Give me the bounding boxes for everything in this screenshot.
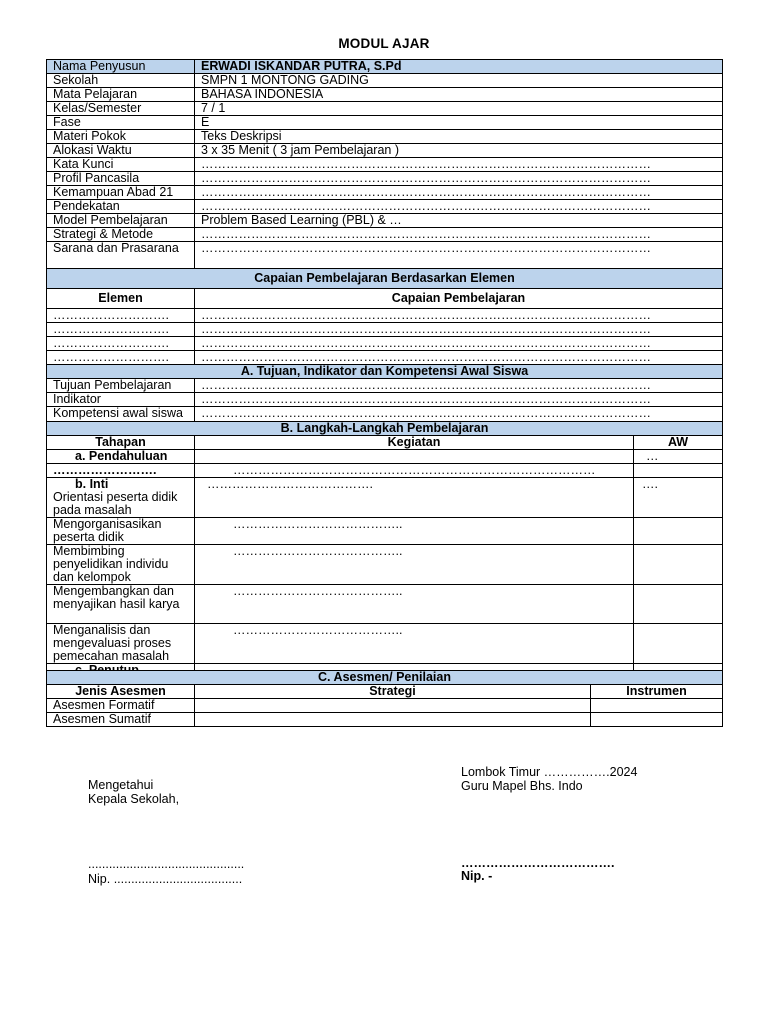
identity-label: Kemampuan Abad 21 bbox=[47, 186, 195, 200]
step-label: Menganalisis dan mengevaluasi proses pemecahan masalah bbox=[47, 624, 195, 664]
identity-value: ……………………………………………………………………………………………… bbox=[195, 242, 723, 269]
identity-row bbox=[47, 200, 723, 214]
stage-pendahuluan: a. Pendahuluan bbox=[47, 450, 195, 464]
aw-cell: …. bbox=[634, 478, 723, 518]
identity-value: SMPN 1 MONTONG GADING bbox=[195, 74, 723, 88]
sign-right-place-date: Lombok Timur …………….2024 bbox=[461, 765, 638, 779]
identity-value: Teks Deskripsi bbox=[195, 130, 723, 144]
identity-row bbox=[47, 214, 723, 228]
kegiatan-cell bbox=[195, 450, 634, 464]
assessment-strategy bbox=[195, 699, 591, 713]
identity-value: ……………………………………………………………………………………………… bbox=[195, 186, 723, 200]
cp-col-capaian: Capaian Pembelajaran bbox=[195, 289, 723, 309]
identity-label: Nama Penyusun bbox=[47, 60, 195, 74]
identity-table bbox=[46, 59, 723, 434]
identity-value: ERWADI ISKANDAR PUTRA, S.Pd bbox=[195, 60, 723, 74]
identity-label: Profil Pancasila bbox=[47, 172, 195, 186]
identity-row bbox=[47, 158, 723, 172]
sign-left-name: ............................................. bbox=[88, 857, 245, 871]
assessment-type: Asesmen Formatif bbox=[47, 699, 195, 713]
section-c-heading: C. Asesmen/ Penilaian bbox=[47, 671, 723, 685]
identity-label: Mata Pelajaran bbox=[47, 88, 195, 102]
identity-value: ……………………………………………………………………………………………… bbox=[195, 200, 723, 214]
cp-elemen: ………………………. bbox=[47, 351, 195, 365]
identity-row bbox=[47, 172, 723, 186]
sign-left-nip: Nip. ..................................... bbox=[88, 872, 243, 886]
stage-inti bbox=[47, 478, 195, 518]
section-a-value: ……………………………………………………………………………………………… bbox=[195, 393, 723, 407]
col-jenis: Jenis Asesmen bbox=[47, 685, 195, 699]
sign-right-role: Guru Mapel Bhs. Indo bbox=[461, 779, 583, 793]
identity-row bbox=[47, 186, 723, 200]
assessment-table bbox=[46, 670, 723, 727]
identity-row bbox=[47, 116, 723, 130]
aw-cell bbox=[634, 464, 723, 478]
identity-label: Materi Pokok bbox=[47, 130, 195, 144]
step-label: Membimbing penyelidikan individu dan kelompok bbox=[47, 545, 195, 585]
identity-label: Sekolah bbox=[47, 74, 195, 88]
sign-right-name: ………………………………. bbox=[461, 856, 615, 870]
identity-row bbox=[47, 102, 723, 116]
cp-col-elemen: Elemen bbox=[47, 289, 195, 309]
section-a-value: ……………………………………………………………………………………………… bbox=[195, 379, 723, 393]
section-a-label: Kompetensi awal siswa bbox=[47, 407, 195, 434]
sign-left-line2: Kepala Sekolah, bbox=[88, 792, 180, 806]
identity-row bbox=[47, 228, 723, 242]
section-a-label: Tujuan Pembelajaran bbox=[47, 379, 195, 393]
identity-value: ……………………………………………………………………………………………… bbox=[195, 158, 723, 172]
aw-cell: … bbox=[634, 450, 723, 464]
step-kegiatan: ………………………………….. bbox=[195, 518, 634, 545]
identity-row bbox=[47, 144, 723, 158]
cp-capaian: ……………………………………………………………………………………………… bbox=[195, 337, 723, 351]
step-label: Mengorganisasikan peserta didik bbox=[47, 518, 195, 545]
identity-label: Sarana dan Prasarana bbox=[47, 242, 195, 269]
identity-label: Kata Kunci bbox=[47, 158, 195, 172]
step-kegiatan: ………………………………….. bbox=[195, 585, 634, 624]
col-kegiatan: Kegiatan bbox=[195, 436, 634, 450]
aw-cell bbox=[634, 518, 723, 545]
identity-value: 7 / 1 bbox=[195, 102, 723, 116]
pendahuluan-kegiatan: …………………………………………………………………………… bbox=[195, 464, 634, 478]
stage-inti-label: b. Inti bbox=[75, 477, 109, 491]
col-strategi: Strategi bbox=[195, 685, 591, 699]
identity-value: ……………………………………………………………………………………………… bbox=[195, 172, 723, 186]
section-a-label: Indikator bbox=[47, 393, 195, 407]
assessment-strategy bbox=[195, 713, 591, 727]
pendahuluan-tahapan: ……………………. bbox=[47, 464, 195, 478]
cp-elemen: ………………………. bbox=[47, 337, 195, 351]
identity-value: BAHASA INDONESIA bbox=[195, 88, 723, 102]
stage-inti-sub: Orientasi peserta didik pada masalah bbox=[53, 490, 178, 517]
cp-elemen: ………………………. bbox=[47, 309, 195, 323]
cp-capaian: ……………………………………………………………………………………………… bbox=[195, 323, 723, 337]
cp-heading: Capaian Pembelajaran Berdasarkan Elemen bbox=[47, 269, 723, 289]
assessment-type: Asesmen Sumatif bbox=[47, 713, 195, 727]
step-kegiatan: ………………………………….. bbox=[195, 624, 634, 664]
assessment-instrument bbox=[591, 713, 723, 727]
identity-label: Model Pembelajaran bbox=[47, 214, 195, 228]
identity-label: Fase bbox=[47, 116, 195, 130]
identity-value: E bbox=[195, 116, 723, 130]
identity-label: Strategi & Metode bbox=[47, 228, 195, 242]
aw-cell bbox=[634, 624, 723, 664]
cp-capaian: ……………………………………………………………………………………………… bbox=[195, 309, 723, 323]
identity-row bbox=[47, 74, 723, 88]
identity-label: Pendekatan bbox=[47, 200, 195, 214]
aw-cell bbox=[634, 545, 723, 585]
cp-elemen: ………………………. bbox=[47, 323, 195, 337]
step-kegiatan: ………………………………….. bbox=[195, 545, 634, 585]
col-instrumen: Instrumen bbox=[591, 685, 723, 699]
identity-value: Problem Based Learning (PBL) & … bbox=[195, 214, 723, 228]
aw-cell bbox=[634, 585, 723, 624]
section-a-value: ……………………………………………………………………………………………… bbox=[195, 407, 723, 434]
identity-row bbox=[47, 88, 723, 102]
col-tahapan: Tahapan bbox=[47, 436, 195, 450]
identity-label: Kelas/Semester bbox=[47, 102, 195, 116]
section-b-heading: B. Langkah-Langkah Pembelajaran bbox=[47, 422, 723, 436]
identity-value: 3 x 35 Menit ( 3 jam Pembelajaran ) bbox=[195, 144, 723, 158]
inti-kegiatan: …………………………………. bbox=[195, 478, 634, 518]
identity-row bbox=[47, 242, 723, 269]
section-a-heading: A. Tujuan, Indikator dan Kompetensi Awal Siswa bbox=[47, 365, 723, 379]
identity-label: Alokasi Waktu bbox=[47, 144, 195, 158]
sign-left-line1: Mengetahui bbox=[88, 778, 154, 792]
cp-capaian: ……………………………………………………………………………………………… bbox=[195, 351, 723, 365]
identity-row bbox=[47, 60, 723, 74]
col-aw: AW bbox=[634, 436, 723, 450]
identity-row bbox=[47, 130, 723, 144]
sign-right-nip: Nip. - bbox=[461, 869, 493, 883]
assessment-instrument bbox=[591, 699, 723, 713]
identity-value: ……………………………………………………………………………………………… bbox=[195, 228, 723, 242]
document-title: MODUL AJAR bbox=[338, 36, 430, 51]
step-label: Mengembangkan dan menyajikan hasil karya bbox=[47, 585, 195, 624]
steps-table bbox=[46, 421, 723, 678]
